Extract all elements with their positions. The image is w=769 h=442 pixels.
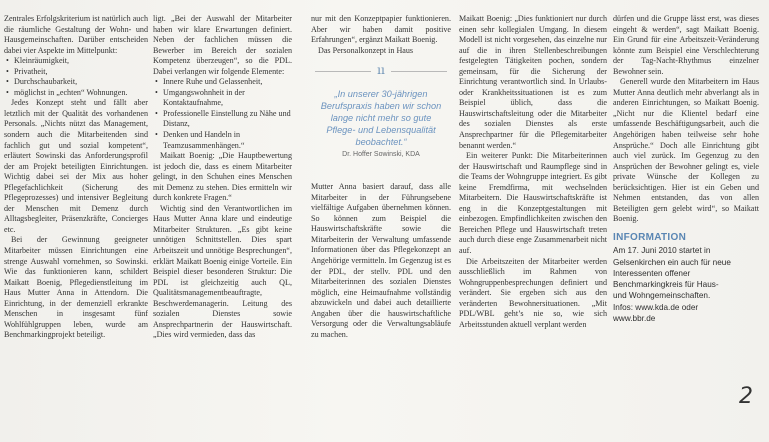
paragraph: ligt. „Bei der Auswahl der Mitarbeiter haben wir klare Erwartungen definiert. Neben der fachlichen müssen die Bewerber im Bereich der sozialen Kompetenz überzeugen“, so die PDL. Dabei verlangen wir folgende Elemente: — [153, 14, 292, 76]
bullet-list — [153, 77, 292, 151]
bullet-item: • Innere Ruhe und Gelassenheit, — [153, 77, 292, 88]
paragraph: Das Personalkonzept in Haus — [318, 45, 414, 55]
bullet-item: • Kleinräumigkeit, — [4, 56, 148, 67]
paragraph: Zentrales Erfolgskriterium ist natürlich auch die räumliche Gestaltung der Wohn- und Hausgemeinschaften. Darüber entscheiden dabei vier Aspekte im Mittelpunkt: — [4, 14, 148, 55]
paragraph: Generell wurde den Mitarbeitern im Haus Mutter Anna deutlich mehr abverlangt als in anderen Einrichtungen, so Maikatt Boenig. „Nicht nur die Klientel bedarf eine umfassende Beschäftigungsarbeit, auch die Angehörigen haben teilweise sehr hohe Ansprüche.“ Doch alle Einrichtung gibt auch viel zurück. Im Gegenzug zu den Ansprüchen der Bewohner gelingt es, viele private Wünsche der Kollegen zu berücksichtigen. Hier ist ein Geben und Nehmen entstanden, das von allen Beteiligten gern gelebt wird“, so Maikatt Boenig. — [613, 77, 759, 224]
pull-quote-author: Dr. Hoffer Sowinski, KDA — [342, 151, 420, 159]
text-column-4 — [459, 14, 607, 436]
paragraph: Maikatt Boenig: „Dies funktioniert nur durch einen sehr kollegialen Umgang. In diesem Modell ist nicht vorgesehen, das einzelne nur auf die in ihren Stellenbeschreibungen festgelegten Tätigkeiten pochen, sondern gemeinsam, für die Sicherung der Einrichtung verantwortlich sind. In Urlaubs- oder Krankheitssituationen ist es zum Beispiel üblich, dass die Hauswirtschaftsleitung oder die Mitarbeiter des sozialen Dienstes als erste Ansprechpartner für die Pflegemitarbeiter benannt werden.“ — [459, 14, 607, 150]
bullet-list — [4, 56, 148, 98]
bullet-item: • Umgangswohnheit in der Kontaktaufnahme, — [153, 88, 292, 109]
pull-quote — [311, 62, 451, 182]
text-column-2 — [153, 14, 292, 436]
paragraph: Mutter Anna basiert darauf, dass alle Mitarbeiter in der Führungsebene vielfältige Aufgaben übernehmen können. So können zum Beispiel die Hauswirtschaftskräfte sowie die Mitarbeiterin der Verwaltung umfassende Informationen über das Pflegekonzept an Angehörige vermitteln. Im Gegenzug ist es der PDL, der stellv. PDL und den Mitarbeiterinnen des sozialen Dienstes möglich, eine Heimaufnahme vollständig abzuwickeln und dabei auch detaillierte Angaben über die hauswirtschaftliche Versorgung oder die Verwaltungsabläufe zu machen. — [311, 182, 451, 339]
info-heading: INFORMATION — [613, 231, 687, 243]
paragraph: dürfen und die Gruppe lässt erst, was dieses eingeht & werden“, sagt Maikatt Boenig. Ein Grund für eine Arbeitszeit-Veränderung könnte zum Beispiel eine Verschlechterung der Tag-Nacht-Rhythmus einzelner Bewohner sein. — [613, 14, 759, 76]
bullet-item: • Privatheit, — [4, 67, 148, 78]
text-column-5 — [613, 14, 759, 436]
info-box-text: Am 17. Juni 2010 startet in Gelsenkirchen ein auch für neue Interessenten offener Benchmarkingkreis für Haus- und Wohngemeinschaften. Infos: www.kda.de oder www.bbr.de — [613, 246, 731, 323]
paragraph: Maikatt Boenig: „Die Hauptbewertung ist jedoch die, dass es einem Mitarbeiter gelingt, in den Schuhen eines Menschen mit Demenz zu stehen. Dies ermitteln wir durch konkrete Fragen.“ — [153, 151, 292, 203]
paragraph: Ein weiterer Punkt: Die Mitarbeiterinnen der Hauswirtschaft und Raumpflege sind in die Teams der Wohngruppe integriert. Es gibt keine Fremdfirma, mit wechselnden Mitarbeitern. Die Hauswirtschaftskräfte ist eng in die Konzeptgestaltungen mit einbezogen. Empfindlichkeiten zwischen den Bereichen Pflege und Hauswirtschaft treten auch durch diese enge Zusammenarbeit nicht auf. — [459, 151, 607, 256]
quote-rule-right — [391, 71, 447, 72]
paragraph: Die Arbeitszeiten der Mitarbeiter werden ausschließlich im Rahmen von Wohngruppenbesprechungen definiert und verändert. Sie ergeben sich aus den veränderten Bewohnersituationen. „Mit PDL/WBL geht’s nie so, wie sich Arbeitsstunden aktuell verplant werden — [459, 256, 607, 329]
bullet-item: • möglichst in „echten“ Wohnungen. — [4, 88, 148, 99]
page-number: 2 — [739, 384, 753, 409]
text-column-3 — [311, 14, 451, 436]
bullet-item: • Denken und Handeln in Teamzusammenhängen.“ — [153, 130, 292, 151]
bullet-item: • Professionelle Einstellung zu Nähe und Distanz, — [153, 109, 292, 130]
quote-mark-icon: ıı — [377, 63, 385, 78]
text-column-1 — [4, 14, 148, 436]
paragraph: Wichtig sind den Verantwortlichen im Haus Mutter Anna klare und eindeutige Mitarbeiter Strukturen. „Es gibt keine unnötigen Schnittstellen. Dies spart Arbeitszeit und unnötige Besprechungen“, erklärt Maikatt Boenig einige Vorteile. Ein Beispiel dieser besonderen Struktur: Die PDL ist gleichzeitig auch QL, Qualitätsmanagementbeauftragte, Beschwerdemanagerin. Leitung des sozialen Dienstes sowie Ansprechpartnerin der Hauswirtschaft. „Dies wird vermieden, dass das — [153, 203, 292, 340]
pull-quote-text: „In unserer 30-jährigen Berufspraxis haben wir schon lange nicht mehr so gute Pflege- und Lebensqualität beobachtet.“ — [320, 89, 442, 148]
paragraph: Jedes Konzept steht und fällt aber letztlich mit der Qualität des vorhandenen Personals. „Nichts nützt das Management, sondern auch die Mitarbeitenden sind fachlich gut und sozial kompetent“, erläutert Sowinski das Anforderungsprofil der am Projekt beteiligten Einrichtungen. Wichtig dabei sei der Mix aus hoher Pflegefachlichkeit (Sicherung des Pflegeprozesses) und intensiver Begleitung der Menschen mit Demenz durch Alltagsbegleiter, Präsenzkräfte, Concierges etc. — [4, 98, 148, 234]
paragraph: Bei der Gewinnung geeigneter Mitarbeiter müssen Einrichtungen eine strenge Auswahl vornehmen, so Sowinski. Wie das funktionieren kann, schildert Maikatt Boenig, Pflegedienstleitung im Haus Mutter Anna in Attendorn. Die Einrichtung, in der demenziell erkrankte Menschen in insgesamt fünf Wohlfühlgruppen leben, wurde am Benchmarkingprojekt beteiligt. — [4, 235, 148, 340]
bullet-item: • Durchschaubarkeit, — [4, 77, 148, 88]
paragraph: nur mit den Konzeptpapier funktionieren. Aber wir haben damit positive Erfahrungen“, ergänzt Maikatt Boenig. — [311, 14, 451, 45]
